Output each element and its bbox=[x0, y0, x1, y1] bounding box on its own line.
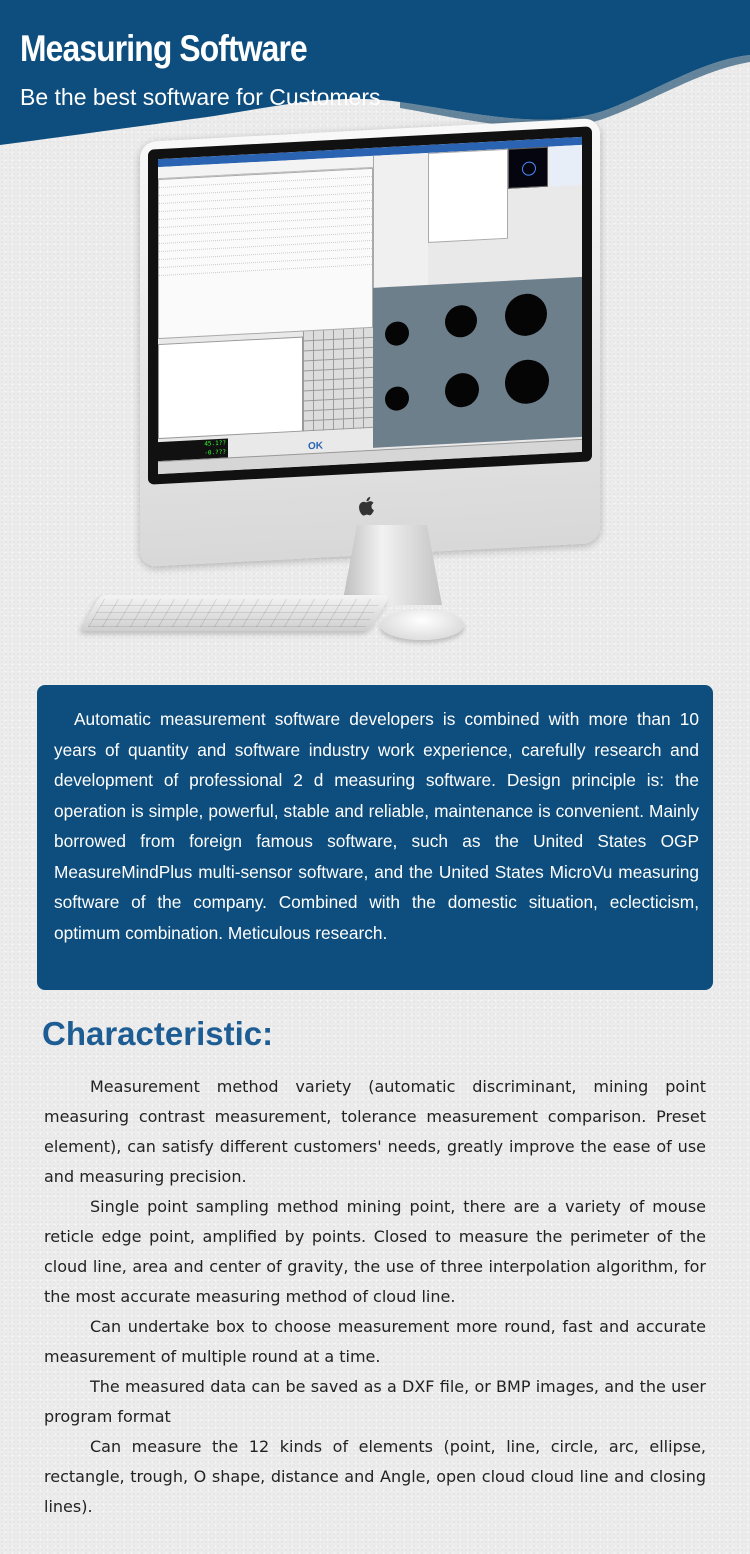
apple-logo-icon bbox=[358, 495, 378, 520]
description-box bbox=[37, 685, 713, 990]
camera-hole bbox=[385, 321, 409, 346]
readout-x: 45.1?? bbox=[204, 439, 226, 448]
monitor bbox=[140, 118, 600, 567]
description-text: Automatic measurement software developers is combined with more than 10 years of quantity and software industry work experience, carefully research and development of professional 2 d measuring software. Design principle is: the operation is simple, powerful, stable and reliable, maintenance is convenient. Mainly borrowed from foreign famous software, such as the United States OGP MeasureMindPlus multi-sensor software, and the United States MicroVu measuring software of the company. Combined with the domestic situation, eclecticism, optimum combination. Meticulous research. bbox=[54, 709, 699, 943]
product-image-computer bbox=[80, 125, 600, 655]
characteristic-item: Single point sampling method mining point, there are a variety of mouse reticle edge point, amplified by points. Closed to measure the perimeter of the cloud line, area and center of gravity, the use of three interpolation algorithm, for the most accurate measuring method of cloud line. bbox=[44, 1197, 706, 1306]
camera-hole bbox=[445, 372, 479, 408]
characteristic-item: Can undertake box to choose measurement more round, fast and accurate measurement of multiple round at a time. bbox=[44, 1317, 706, 1366]
camera-hole bbox=[445, 304, 477, 338]
software-data-table bbox=[158, 168, 373, 339]
characteristic-heading-colon: : bbox=[262, 1015, 274, 1052]
camera-hole bbox=[505, 359, 549, 405]
characteristic-item: Can measure the 12 kinds of elements (point, line, circle, arc, ellipse, rectangle, trough, O shape, distance and Angle, open cloud cloud line and closing lines). bbox=[44, 1437, 706, 1516]
characteristic-heading-text: Characteristic bbox=[42, 1015, 263, 1052]
camera-hole bbox=[505, 293, 547, 337]
software-direction-pad bbox=[550, 145, 582, 187]
characteristic-item: The measured data can be saved as a DXF file, or BMP images, and the user program format bbox=[44, 1377, 706, 1426]
software-camera-view bbox=[373, 277, 582, 448]
characteristic-heading bbox=[42, 1015, 273, 1053]
characteristic-item: Measurement method variety (automatic discriminant, mining point measuring contrast measurement, tolerance measurement comparison. Preset element), can satisfy different customers' needs, greatly improve the ease of use and measuring precision. bbox=[44, 1077, 706, 1186]
characteristic-list bbox=[44, 1072, 706, 1522]
page-subtitle: Be the best software for Customers bbox=[20, 84, 381, 110]
software-element-list bbox=[158, 337, 303, 440]
software-ok-label: OK bbox=[308, 440, 323, 453]
page-title: Measuring Software bbox=[20, 28, 307, 69]
monitor-stand bbox=[342, 525, 442, 605]
mouse bbox=[380, 610, 464, 640]
readout-y: -0.??? bbox=[204, 448, 226, 457]
software-screenshot bbox=[158, 137, 582, 474]
software-camera-preview bbox=[508, 147, 548, 189]
software-result-table bbox=[428, 149, 508, 243]
keyboard bbox=[80, 595, 391, 631]
camera-hole bbox=[385, 386, 409, 411]
software-toolbox bbox=[303, 328, 373, 432]
monitor-bezel bbox=[148, 126, 592, 484]
